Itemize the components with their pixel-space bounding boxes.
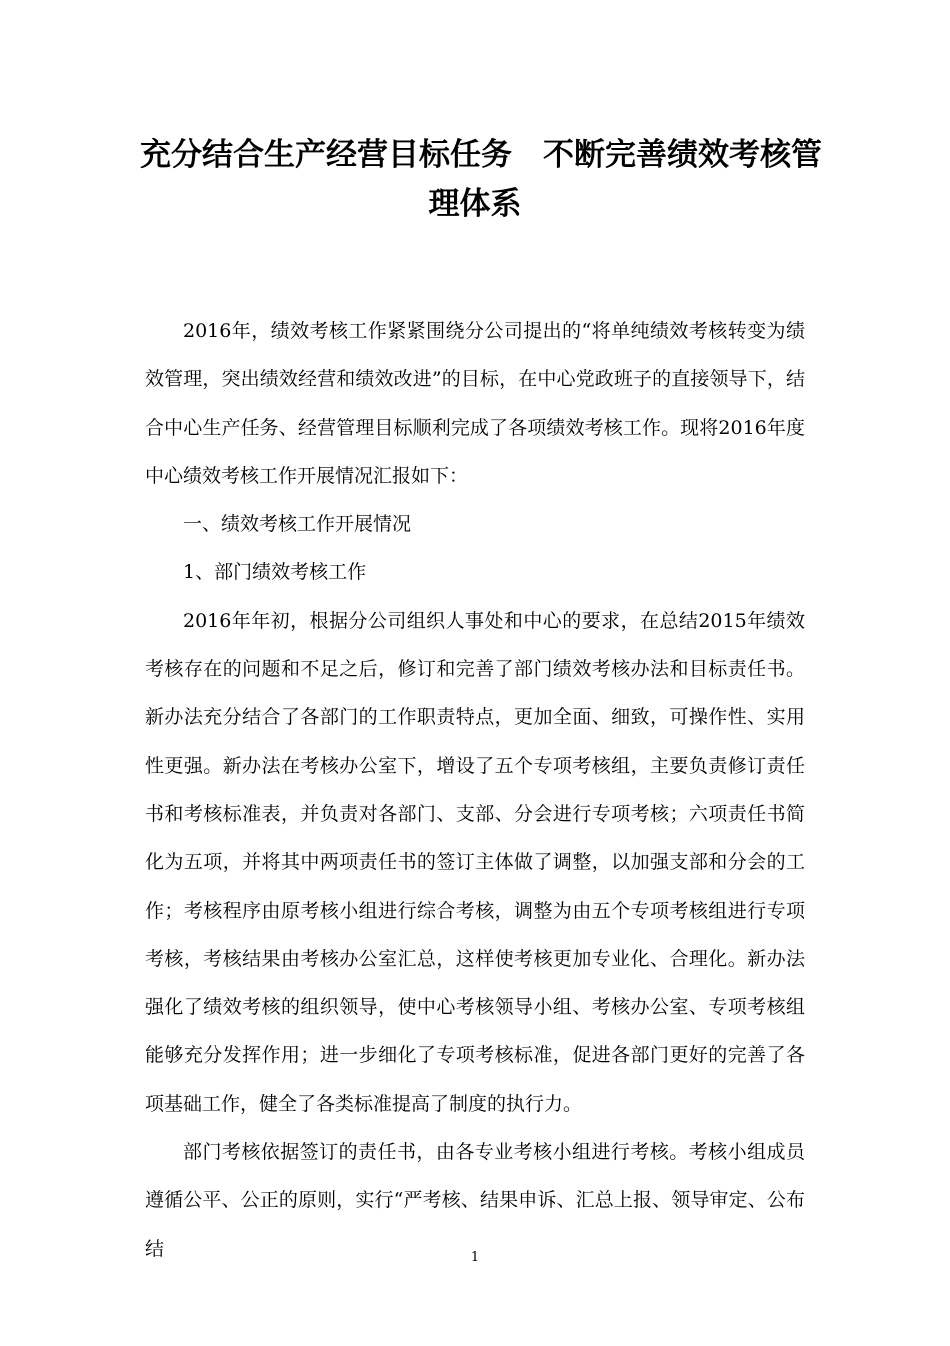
- document-title-line-1: 充分结合生产经营目标任务 不断完善绩效考核管: [140, 137, 822, 173]
- section-heading: 一、绩效考核工作开展情况: [183, 513, 412, 536]
- subsection-heading: 1、部门绩效考核工作: [183, 561, 367, 584]
- page-number: 1: [470, 1250, 480, 1265]
- department-assessment-paragraph: 2016年年初，根据分公司组织人事处和中心的要求，在总结2015年绩效考核存在的问题和不足之后，修订和完善了部门绩效考核办法和目标责任书。新办法充分结合了各部门的工作职责特点，更加全面、细致，可操作性、实用性更强。新办法在考核办公室下，增设了五个专项考核组，主要负责修订责任书和考核标准表，并负责对各部门、支部、分会进行专项考核；六项责任书简化为五项，并将其中两项责任书的签订主体做了调整，以加强支部和分会的工作；考核程序由原考核小组进行综合考核，调整为由五个专项考核组进行专项考核，考核结果由考核办公室汇总，这样使考核更加专业化、合理化。新办法强化了绩效考核的组织领导，使中心考核领导小组、考核办公室、专项考核组能够充分发挥作用；进一步细化了专项考核标准，促进各部门更好的完善了各项基础工作，健全了各类标准提高了制度的执行力。: [145, 609, 805, 1115]
- document-body: [145, 307, 805, 1273]
- intro-paragraph: 2016年，绩效考核工作紧紧围绕分公司提出的“将单纯绩效考核转变为绩效管理，突出绩效经营和绩效改进”的目标，在中心党政班子的直接领导下，结合中心生产任务、经营管理目标顺利完成了各项绩效考核工作。现将2016年度中心绩效考核工作开展情况汇报如下：: [145, 320, 805, 487]
- assessment-process-paragraph: 部门考核依据签订的责任书，由各专业考核小组进行考核。考核小组成员遵循公平、公正的原则，实行“严考核、结果申诉、汇总上报、领导审定、公布结: [145, 1141, 805, 1260]
- document-title-line-2: 理体系: [428, 186, 522, 222]
